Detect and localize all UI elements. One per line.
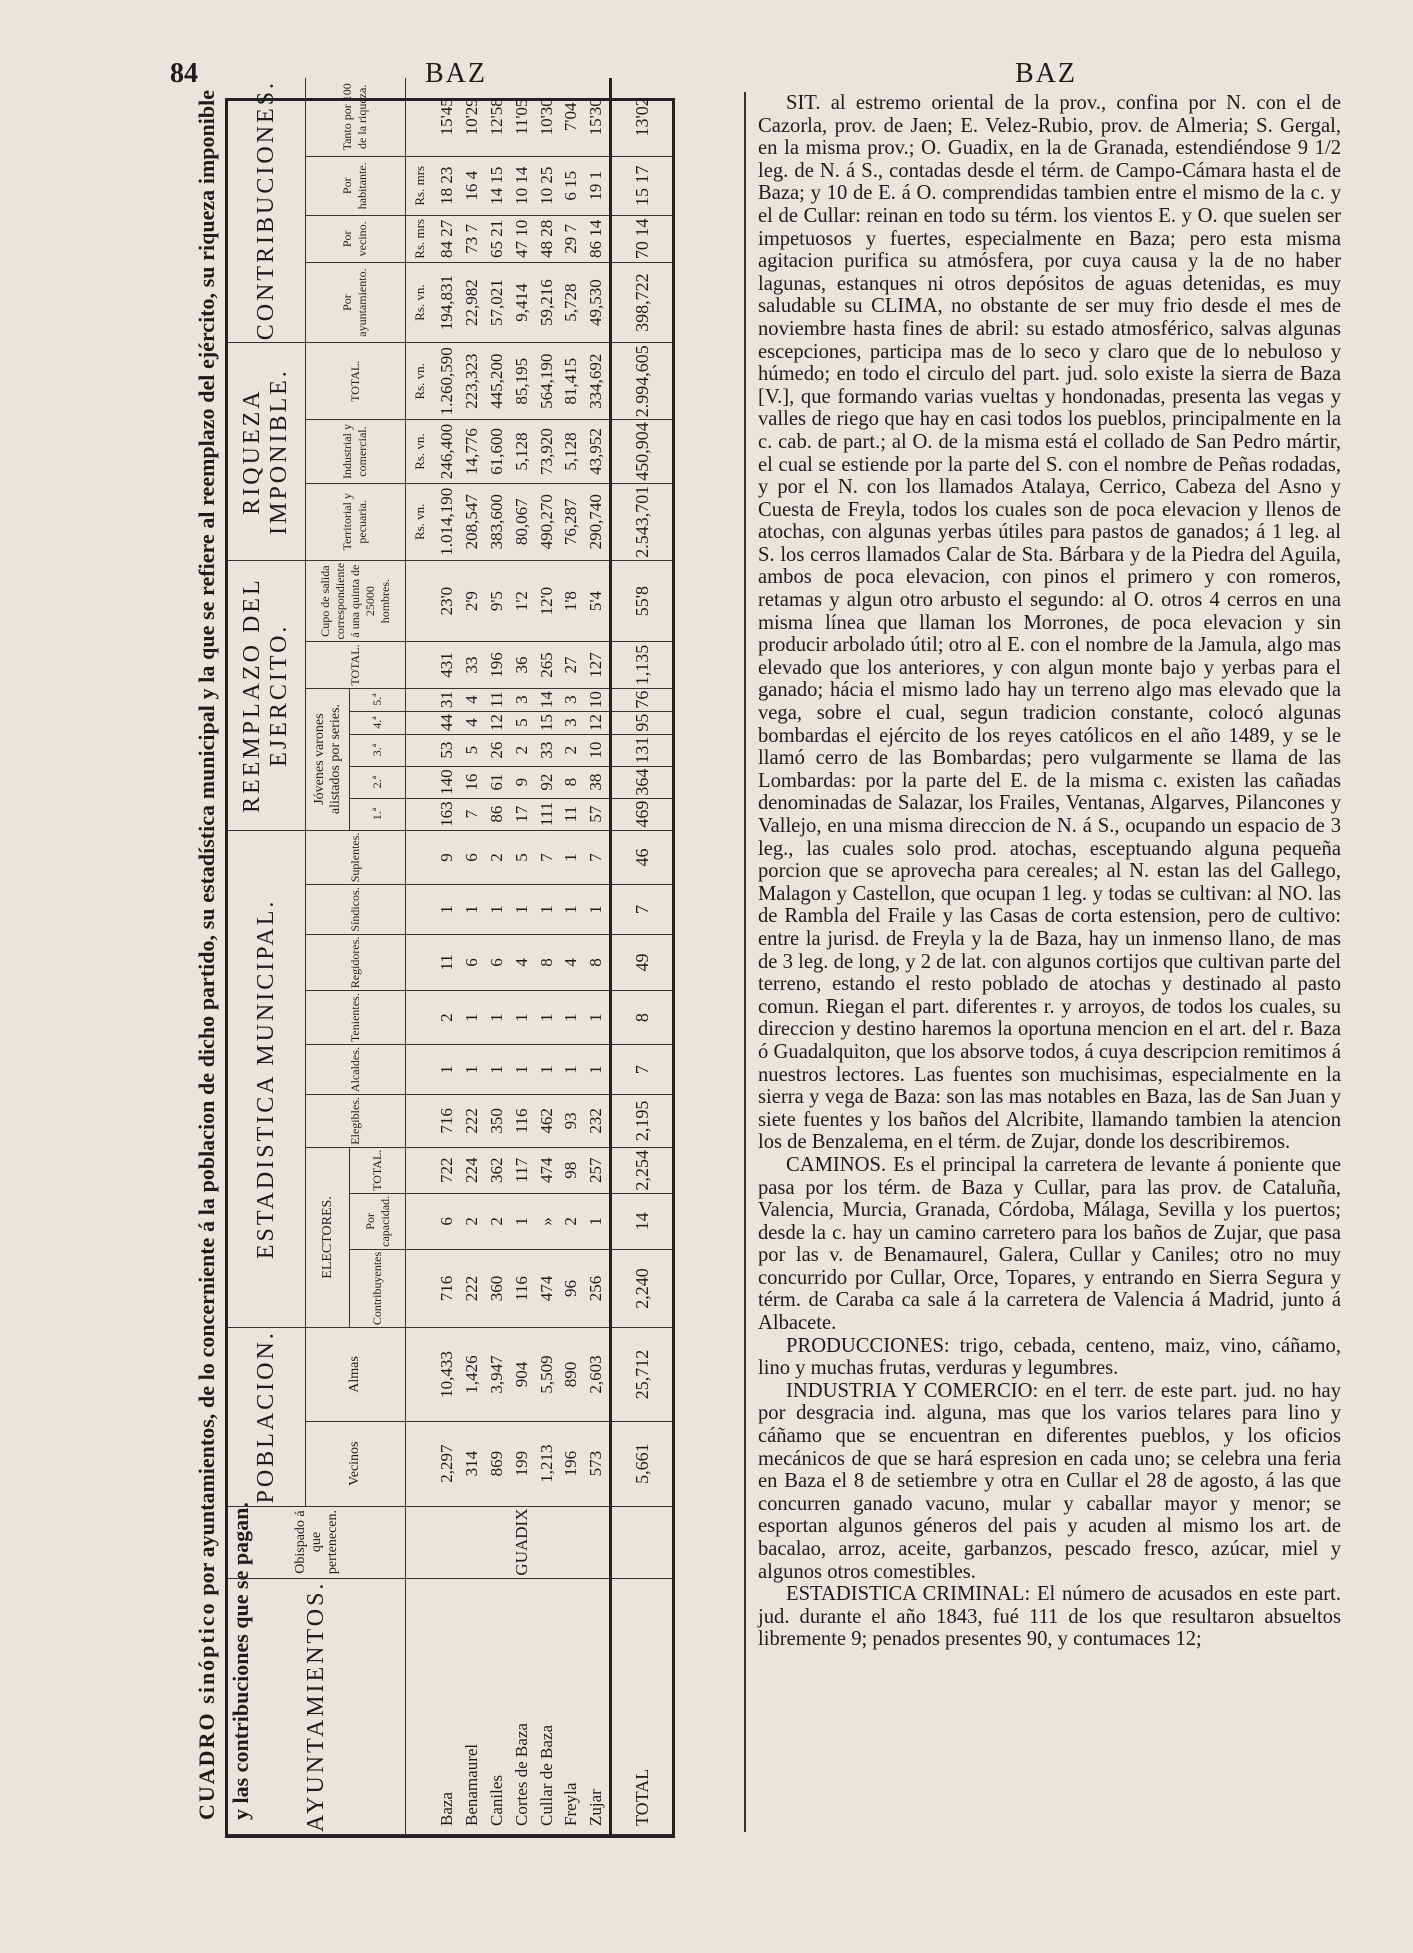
col-serie-5: 5.ª — [350, 688, 406, 711]
col-alcaldes: Alcaldes. — [305, 1045, 406, 1095]
cell-alc: 1 — [509, 1045, 534, 1095]
cell-tan: 15'45 — [435, 78, 460, 156]
table-row — [509, 78, 534, 1835]
cell-ten: 1 — [509, 991, 534, 1045]
cell-ter: 383,600 — [484, 483, 509, 560]
cell-cupo: 5'4 — [584, 560, 611, 642]
cell-s4: 4 — [460, 711, 485, 734]
cell-total-empty — [611, 1506, 673, 1578]
cell-sup: 7 — [534, 830, 559, 885]
cell-alc: 1 — [584, 1045, 611, 1095]
cell-total-sin: 7 — [611, 885, 673, 934]
cell-total-reg: 49 — [611, 934, 673, 991]
unit-industrial: Rs. vn. — [406, 420, 435, 484]
cell-totri: 445,200 — [484, 343, 509, 420]
para-producciones: PRODUCCIONES: trigo, cebada, centeno, maiz, vino, cáñamo, lino y muchas frutas, verduras y legumbres. — [758, 1334, 1341, 1380]
cell-pa: 194,831 — [435, 262, 460, 342]
cell-total-tote: 2,254 — [611, 1147, 673, 1193]
cell-ter: 80,067 — [509, 483, 534, 560]
cell-sin: 1 — [584, 885, 611, 934]
caption-text: por ayuntamientos, de lo concerniente á la poblacion de dicho partido, su estadística municipal y la que se refiere al reemplazo del ejército, su riqueza imponible y las contribuciones que se pagan. — [194, 90, 253, 1820]
cell-cupo: 9'5 — [484, 560, 509, 642]
cell-cupo: 12'0 — [534, 560, 559, 642]
cell-cupo: 1'2 — [509, 560, 534, 642]
cell-ayuntamiento: Benamaurel — [460, 1578, 485, 1834]
cell-ayuntamiento: Zujar — [584, 1578, 611, 1834]
cell-alc: 1 — [484, 1045, 509, 1095]
caption-lead: CUADRO sinóptico — [194, 1601, 219, 1820]
cell-cap: 2 — [559, 1193, 584, 1249]
cell-total-pa: 398,722 — [611, 262, 673, 342]
cell-ele: 232 — [584, 1095, 611, 1148]
col-serie-4: 4.ª — [350, 711, 406, 734]
cell-totr: 127 — [584, 642, 611, 688]
col-obispado: Obispado á que pertenecen. — [228, 1506, 406, 1578]
group-poblacion: POBLACION. — [228, 1328, 305, 1506]
cell-pv: 48 28 — [534, 215, 559, 262]
cell-ter: 290,740 — [584, 483, 611, 560]
cell-total-sup: 46 — [611, 830, 673, 885]
cell-con: 256 — [584, 1249, 611, 1327]
cell-obispado: GUADIX — [509, 1506, 534, 1578]
cell-s1: 111 — [534, 798, 559, 830]
table-row — [460, 78, 485, 1835]
column-rule — [744, 92, 746, 1832]
cell-cap: 2 — [484, 1193, 509, 1249]
unit-territorial: Rs. vn. — [406, 483, 435, 560]
cell-reg: 6 — [460, 934, 485, 991]
cell-obispado — [460, 1506, 485, 1578]
cell-total-cupo: 55'8 — [611, 560, 673, 642]
cell-s1: 11 — [559, 798, 584, 830]
table-total-row — [611, 78, 673, 1835]
cell-reg: 8 — [584, 934, 611, 991]
cell-obispado — [584, 1506, 611, 1578]
cell-total-ten: 8 — [611, 991, 673, 1045]
cell-ind: 43,952 — [584, 420, 611, 484]
unit-por-vecino: Rs. mrs — [406, 215, 435, 262]
cell-alc: 1 — [559, 1045, 584, 1095]
cell-totr: 27 — [559, 642, 584, 688]
cell-ter: 1.014,190 — [435, 483, 460, 560]
cell-total-ph: 15 17 — [611, 156, 673, 215]
running-header-right: BAZ — [1015, 58, 1077, 89]
cell-cupo: 2'9 — [460, 560, 485, 642]
col-tanto-por-ciento: Tanto por 100 de la riqueza. — [305, 78, 406, 156]
cell-tote: 117 — [509, 1147, 534, 1193]
cell-s4: 3 — [559, 711, 584, 734]
cell-con: 360 — [484, 1249, 509, 1327]
cell-ind: 5,128 — [559, 420, 584, 484]
cell-ter: 76,287 — [559, 483, 584, 560]
cell-total-tan: 13'02 — [611, 78, 673, 156]
cell-ind: 246,400 — [435, 420, 460, 484]
cell-vec: 196 — [559, 1421, 584, 1506]
cell-tote: 474 — [534, 1147, 559, 1193]
cell-ph: 10 14 — [509, 156, 534, 215]
cell-totr: 196 — [484, 642, 509, 688]
cell-tan: 7'04 — [559, 78, 584, 156]
cell-pv: 86 14 — [584, 215, 611, 262]
cell-totri: 81,415 — [559, 343, 584, 420]
cell-s3: 2 — [559, 734, 584, 766]
cell-tote: 224 — [460, 1147, 485, 1193]
cell-total-ter: 2.543,701 — [611, 483, 673, 560]
cell-alm: 2,603 — [584, 1328, 611, 1422]
cell-alc: 1 — [460, 1045, 485, 1095]
cell-reg: 8 — [534, 934, 559, 991]
cell-ph: 19 1 — [584, 156, 611, 215]
cell-ter: 490,270 — [534, 483, 559, 560]
cell-total-alc: 7 — [611, 1045, 673, 1095]
col-almas: Almas — [305, 1328, 406, 1422]
cell-ayuntamiento: Caniles — [484, 1578, 509, 1834]
group-riqueza: RIQUEZA IMPONIBLE. — [228, 343, 305, 561]
cell-totri: 1.260,590 — [435, 343, 460, 420]
cell-s3: 33 — [534, 734, 559, 766]
cell-s2: 8 — [559, 766, 584, 798]
cell-s5: 14 — [534, 688, 559, 711]
cell-ele: 116 — [509, 1095, 534, 1148]
running-header-left: BAZ — [425, 58, 487, 89]
cell-ten: 2 — [435, 991, 460, 1045]
cell-cap: 1 — [584, 1193, 611, 1249]
cell-total-label: TOTAL — [611, 1578, 673, 1834]
cell-pa: 9,414 — [509, 262, 534, 342]
cell-total-totri: 2.994,605 — [611, 343, 673, 420]
cell-ele: 462 — [534, 1095, 559, 1148]
cell-total-s5: 76 — [611, 688, 673, 711]
cell-s5: 31 — [435, 688, 460, 711]
cell-s2: 61 — [484, 766, 509, 798]
cell-totri: 85,195 — [509, 343, 534, 420]
cell-vec: 573 — [584, 1421, 611, 1506]
cell-s1: 17 — [509, 798, 534, 830]
para-industria: INDUSTRIA Y COMERCIO: en el terr. de este part. jud. no hay por desgracia ind. alguna, mas que los varios telares para lino y cáñamo que se encuentran en diferentes pueblos, y los oficios mecánicos de que se hará espresion en cada uno; se celebra una feria en Baza el 8 de setiembre y otra en Cullar el 28 de agosto, á las que concurren ganado vacuno, mular y caballar mayor y menor; se esportan algunos géneros del pais y acuden al mismo los art. de bacalao, arroz, aceite, garbanzos, pescado fresco, azúcar, miel y algunos otros comestibles. — [758, 1379, 1341, 1583]
cell-tote: 362 — [484, 1147, 509, 1193]
cell-s4: 12 — [484, 711, 509, 734]
cell-totr: 431 — [435, 642, 460, 688]
cell-s2: 38 — [584, 766, 611, 798]
cell-ayuntamiento: Cortes de Baza — [509, 1578, 534, 1834]
col-suplentes: Suplentes. — [305, 830, 406, 885]
cell-totr: 33 — [460, 642, 485, 688]
cell-sin: 1 — [484, 885, 509, 934]
unit-total-riqueza: Rs. vn. — [406, 343, 435, 420]
cell-ph: 6 15 — [559, 156, 584, 215]
cell-tote: 257 — [584, 1147, 611, 1193]
cell-vec: 1,213 — [534, 1421, 559, 1506]
cell-tan: 10'30 — [534, 78, 559, 156]
cell-total-ind: 450,904 — [611, 420, 673, 484]
cell-s5: 3 — [509, 688, 534, 711]
col-territorial: Territorial y pecuaria. — [305, 483, 406, 560]
cell-total-s1: 469 — [611, 798, 673, 830]
cell-total-ele: 2,195 — [611, 1095, 673, 1148]
cell-ind: 61,600 — [484, 420, 509, 484]
cell-sup: 9 — [435, 830, 460, 885]
cell-alm: 5,509 — [534, 1328, 559, 1422]
group-contribuciones: CONTRIBUCIONES. — [228, 78, 305, 343]
cell-ind: 73,920 — [534, 420, 559, 484]
table-row — [484, 78, 509, 1835]
cell-obispado — [435, 1506, 460, 1578]
cell-s3: 5 — [460, 734, 485, 766]
col-contribuyentes: Contribuyentes — [350, 1249, 406, 1327]
cell-s1: 86 — [484, 798, 509, 830]
cell-s5: 4 — [460, 688, 485, 711]
cell-tan: 10'29 — [460, 78, 485, 156]
cell-cap: 2 — [460, 1193, 485, 1249]
cell-sin: 1 — [460, 885, 485, 934]
cell-total-alm: 25,712 — [611, 1328, 673, 1422]
cell-sup: 1 — [559, 830, 584, 885]
cell-ph: 10 25 — [534, 156, 559, 215]
cell-s1: 7 — [460, 798, 485, 830]
cell-total-s2: 364 — [611, 766, 673, 798]
group-reemplazo: REEMPLAZO DEL EJERCITO. — [228, 560, 305, 830]
col-regidores: Regidores. — [305, 934, 406, 991]
cell-s4: 15 — [534, 711, 559, 734]
col-por-capacidad: Por capacidad. — [350, 1193, 406, 1249]
cell-obispado — [484, 1506, 509, 1578]
cell-s5: 11 — [484, 688, 509, 711]
cell-obispado — [534, 1506, 559, 1578]
cell-ten: 1 — [584, 991, 611, 1045]
cell-vec: 869 — [484, 1421, 509, 1506]
cell-ayuntamiento: Cullar de Baza — [534, 1578, 559, 1834]
cell-con: 222 — [460, 1249, 485, 1327]
cell-pv: 47 10 — [509, 215, 534, 262]
cell-pa: 49,530 — [584, 262, 611, 342]
cell-totr: 265 — [534, 642, 559, 688]
cell-sup: 2 — [484, 830, 509, 885]
cell-tan: 11'05 — [509, 78, 534, 156]
col-por-habitante: Por habitante. — [305, 156, 406, 215]
page-number: 84 — [170, 58, 198, 89]
cell-pa: 22,982 — [460, 262, 485, 342]
cell-s3: 26 — [484, 734, 509, 766]
group-estadistica: ESTADISTICA MUNICIPAL. — [228, 830, 305, 1328]
col-serie-1: 1.ª — [350, 798, 406, 830]
cell-ten: 1 — [534, 991, 559, 1045]
cell-pv: 65 21 — [484, 215, 509, 262]
cell-ten: 1 — [460, 991, 485, 1045]
cell-total-con: 2,240 — [611, 1249, 673, 1327]
cell-total-cap: 14 — [611, 1193, 673, 1249]
cell-total-vec: 5,661 — [611, 1421, 673, 1506]
table-row — [584, 78, 611, 1835]
cell-reg: 4 — [509, 934, 534, 991]
para-estadistica-criminal: ESTADISTICA CRIMINAL: El número de acusados en este part. jud. durante el año 1843, fué 111 de los que resultaron absueltos libremente 9; penados presentes 90, y contumaces 12; — [758, 1583, 1341, 1651]
table-row — [559, 78, 584, 1835]
cell-alm: 10,433 — [435, 1328, 460, 1422]
cell-cupo: 1'8 — [559, 560, 584, 642]
cell-s5: 10 — [584, 688, 611, 711]
col-elegibles: Elegibles. — [305, 1095, 406, 1148]
para-situacion: SIT. al estremo oriental de la prov., confina por N. con el de Cazorla, prov. de Jaen; E. Velez-Rubio, prov. de Almeria; S. Gergal, en la misma prov.; O. Guadix, en la de Granada, estendiéndose 9 1/2 leg. de N. á S., contadas desde el térm. de Campo-Cámara hasta el de Baza; y 10 de E. á O. comprendidas tambien entre el mismo de la c. y el de Cullar: reinan en todo su térm. los vientos E. y O. que suelen ser impetuosos y fuertes, especialmente en Baza; pero esta misma agitacion purifica su atmósfera, por cuya causa y la de no haber lagunas, estanques ni otros depósitos de aguas detenidas, es muy saludable su CLIMA, no obstante de ser muy frio desde el mes de noviembre hasta fines de abril: su estado atmosférico, salvas algunas escepciones, participa mas de lo seco y claro que de lo nebuloso y húmedo; en todo el circulo del part. jud. solo existe la sierra de Baza [V.], que formando varias vueltas y hondonadas, presenta las vegas y valles de riego que hay en casi todos los pueblos, principalmente en la c. cab. de part.; al O. de la misma está el collado de San Pedro mártir, el cual se estiende por la parte del S. con el nombre de Peñas rodadas, y por el N. con los llamados Atalaya, Cerrico, Cabeza del Asno y Cuesta de Freyla, todos los cuales son de poca elevacion y llenos de atochas, con algunas yerbas útiles para pastos de ganados; á 1 leg. al S. los cerros llamados Calar de Sta. Bárbara y de la Piedra del Aguila, ambos de poca elevacion, con pinos el primero y con romeros, retamas y algun otro arbusto el segundo: al O. otros 4 cerros en una misma línea que llaman los Morrones, de poca elevacion y sin producir arbolado útil; otro al E. con el nombre de la Jamula, algo mas elevado que los anteriores, y con algun monte bajo y yerbas para el ganado; hácia el mismo lado hay un terreno algo mas elevado que la vega, sobre el cual, segun tradicion constante, colocó algunas bombardas el ejército de los reyes católicos en el año 1489, y se le llamó cerro de las Bombardas; pero vulgarmente se llama de las Lombardas: por la parte del E. de la misma c. existen las cañadas denominadas de Salazar, los Frailes, Ventanas, Algarves, Pilancones y Vallejo, en una misma direccion de N. á S., ocupando un espacio de 3 leg., las cuales solo prod. atochas, esceptuando alguna pequeña porcion que se aprovecha para cereales; al N. estan las del Gallego, Malagon y Castellon, que ocupan 1 leg. y todas se cultivan: al NO. las de Rambla del Fraile y las Casas de corta estension, pero de cultivo: entre la jurisd. de Freyla y la de Baza, hay un inmenso llano, de mas de 3 leg. de long, y 2 de lat. con algunos cortijos que cultivan parte del terreno, estando el resto poblado de atochas y destinado al pasto comun. Riegan el part. diferentes r. y arroyos, de todos los cuales, su direccion y destino haremos la oportuna mencion en el art. del r. Baza ó Guadalquiton, que los absorve todos, á cuya descripcion remitimos á nuestros lectores. Las fuentes son muchisimas, especialmente en la sierra y vega de Baza: son las mas notables en Baza, las de San Juan y siete fuentes y los baños del Alcribite, llamando tambien la atencion los de Benzalema, en el térm. de Zujar, donde los describiremos. — [758, 92, 1341, 1154]
cell-cap: 1 — [509, 1193, 534, 1249]
cell-totr: 36 — [509, 642, 534, 688]
unit-por-habitante: Rs. mrs — [406, 156, 435, 215]
col-total-electores: TOTAL. — [350, 1147, 406, 1193]
cell-tan: 12'58 — [484, 78, 509, 156]
cell-tan: 15'30 — [584, 78, 611, 156]
cell-total-pv: 70 14 — [611, 215, 673, 262]
cell-alm: 890 — [559, 1328, 584, 1422]
para-caminos: CAMINOS. Es el principal la carretera de levante á poniente que pasa por los térm. de Baza y Cullar, para las prov. de Cataluña, Valencia, Murcia, Granada, Córdoba, Málaga, Sevilla y los puertos; desde la c. hay un camino carretero para los baños de Zujar, que pasa por las v. de Benamaurel, Galera, Cullar y Caniles; otro no muy concurrido por Cullar, Orce, Topares, y entrando en Sierra Segura y térm. de Caraba ca sale á la carretera de Valencia á Madrid, junto á Albacete. — [758, 1153, 1341, 1335]
group-jovenes: Jóvenes varones alistados por series. — [305, 688, 350, 830]
table-row — [534, 78, 559, 1835]
cell-s4: 5 — [509, 711, 534, 734]
cell-sin: 1 — [534, 885, 559, 934]
cell-con: 96 — [559, 1249, 584, 1327]
col-vecinos: Vecinos — [305, 1421, 406, 1506]
cell-vec: 199 — [509, 1421, 534, 1506]
cell-alm: 3,947 — [484, 1328, 509, 1422]
cell-ph: 16 4 — [460, 156, 485, 215]
cell-vec: 314 — [460, 1421, 485, 1506]
cell-s2: 16 — [460, 766, 485, 798]
cell-totri: 334,692 — [584, 343, 611, 420]
cell-s2: 140 — [435, 766, 460, 798]
cell-ter: 208,547 — [460, 483, 485, 560]
cell-ten: 1 — [559, 991, 584, 1045]
cell-s2: 9 — [509, 766, 534, 798]
cell-ele: 350 — [484, 1095, 509, 1148]
col-total-reemplazo: TOTAL. — [305, 642, 406, 688]
cell-total-s4: 95 — [611, 711, 673, 734]
cell-alc: 1 — [435, 1045, 460, 1095]
cell-ele: 93 — [559, 1095, 584, 1148]
cell-sup: 6 — [460, 830, 485, 885]
cell-total-totr: 1,135 — [611, 642, 673, 688]
cell-alm: 904 — [509, 1328, 534, 1422]
cell-tote: 98 — [559, 1147, 584, 1193]
cell-ph: 14 15 — [484, 156, 509, 215]
cell-reg: 4 — [559, 934, 584, 991]
cell-ind: 14,776 — [460, 420, 485, 484]
cell-ph: 18 23 — [435, 156, 460, 215]
cell-total-s3: 131 — [611, 734, 673, 766]
cell-sin: 1 — [559, 885, 584, 934]
col-sindicos: Síndicos. — [305, 885, 406, 934]
cell-s4: 12 — [584, 711, 611, 734]
col-serie-2: 2.ª — [350, 766, 406, 798]
cell-reg: 6 — [484, 934, 509, 991]
cell-reg: 11 — [435, 934, 460, 991]
col-serie-3: 3.ª — [350, 734, 406, 766]
col-ayuntamientos: AYUNTAMIENTOS. — [228, 1578, 406, 1834]
cell-totri: 564,190 — [534, 343, 559, 420]
col-por-vecino: Por vecino. — [305, 215, 406, 262]
cell-cap: 6 — [435, 1193, 460, 1249]
cell-s1: 57 — [584, 798, 611, 830]
col-total-riqueza: TOTAL. — [305, 343, 406, 420]
cell-s3: 10 — [584, 734, 611, 766]
cell-s2: 92 — [534, 766, 559, 798]
synoptic-table — [225, 79, 675, 1838]
cell-totri: 223,323 — [460, 343, 485, 420]
cell-con: 116 — [509, 1249, 534, 1327]
cell-s3: 53 — [435, 734, 460, 766]
cell-ele: 716 — [435, 1095, 460, 1148]
cell-sup: 5 — [509, 830, 534, 885]
col-por-ayuntamiento: Por ayuntamiento. — [305, 262, 406, 342]
cell-pv: 29 7 — [559, 215, 584, 262]
group-electores: ELECTORES. — [305, 1147, 350, 1327]
col-cupo: Cupo de salida correspondiente á una quinta de 25000 hombres. — [305, 560, 406, 642]
cell-ten: 1 — [484, 991, 509, 1045]
cell-sup: 7 — [584, 830, 611, 885]
cell-ayuntamiento: Baza — [435, 1578, 460, 1834]
cell-con: 716 — [435, 1249, 460, 1327]
unit-por-ayuntamiento: Rs. vn. — [406, 262, 435, 342]
cell-ele: 222 — [460, 1095, 485, 1148]
cell-s5: 3 — [559, 688, 584, 711]
cell-alm: 1,426 — [460, 1328, 485, 1422]
cell-vec: 2,297 — [435, 1421, 460, 1506]
cell-pa: 5,728 — [559, 262, 584, 342]
cell-pa: 59,216 — [534, 262, 559, 342]
col-industrial: Industrial y comercial. — [305, 420, 406, 484]
cell-tote: 722 — [435, 1147, 460, 1193]
body-text — [758, 92, 1341, 1651]
cell-con: 474 — [534, 1249, 559, 1327]
cell-ayuntamiento: Freyla — [559, 1578, 584, 1834]
cell-pa: 57,021 — [484, 262, 509, 342]
cell-s1: 163 — [435, 798, 460, 830]
cell-s3: 2 — [509, 734, 534, 766]
cell-ind: 5,128 — [509, 420, 534, 484]
cell-sin: 1 — [509, 885, 534, 934]
cell-cupo: 23'0 — [435, 560, 460, 642]
cell-sin: 1 — [435, 885, 460, 934]
cell-pv: 84 27 — [435, 215, 460, 262]
cell-s4: 44 — [435, 711, 460, 734]
cell-alc: 1 — [534, 1045, 559, 1095]
cell-cap: » — [534, 1193, 559, 1249]
cell-pv: 73 7 — [460, 215, 485, 262]
cell-obispado — [559, 1506, 584, 1578]
col-tenientes: Tenientes. — [305, 991, 406, 1045]
table-row — [435, 78, 460, 1835]
